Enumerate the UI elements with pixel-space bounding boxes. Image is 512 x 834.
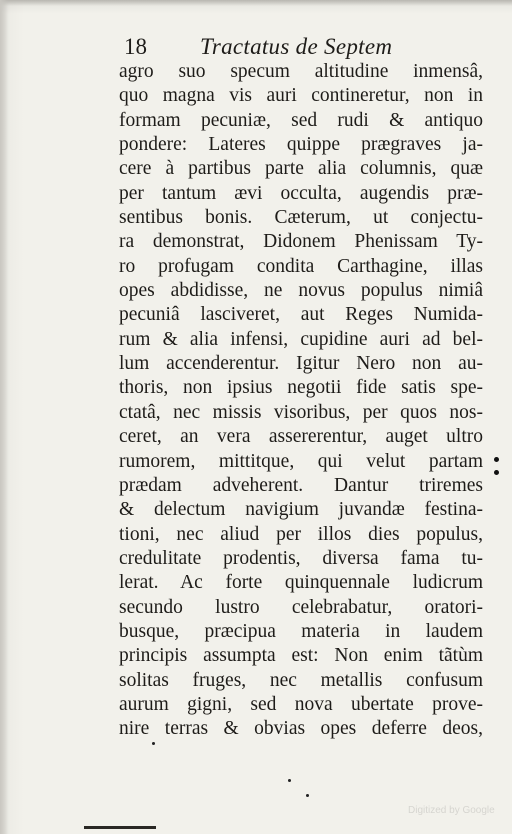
text-line: thoris, non ipsius negotii fide satis spe- (119, 377, 483, 399)
text-line: nire terras & obvias opes deferre deos, (119, 718, 483, 740)
text-line: formam pecuniæ, sed rudi & antiquo (119, 109, 483, 131)
text-line: lum accenderentur. Igitur Nero non au- (119, 353, 483, 375)
running-title: Tractatus de Septem (200, 34, 393, 59)
bottom-rule (84, 826, 156, 829)
text-line: ra demonstrat, Didonem Phenissam Ty- (119, 231, 483, 253)
text-line: & delectum navigium juvandæ festina- (119, 499, 483, 521)
body-text (119, 60, 483, 742)
text-line: aurum gigni, sed nova ubertate prove- (119, 693, 483, 715)
text-line: ro profugam condita Carthagine, illas (119, 255, 483, 277)
page-header (124, 34, 424, 60)
page-gutter-shadow (0, 0, 8, 834)
page-top-shadow (0, 0, 512, 6)
text-line: credulitate prodentis, diversa fama tu- (119, 547, 483, 569)
text-line: sentibus bonis. Cæterum, ut conjectu- (119, 207, 483, 229)
text-line: opes abdidisse, ne novus populus nimiâ (119, 280, 483, 302)
ink-speck (306, 794, 309, 797)
text-line: ceret, an vera assererentur, auget ultro (119, 426, 483, 448)
text-line: prædam adveherent. Dantur triremes (119, 474, 483, 496)
text-line: quo magna vis auri contineretur, non in (119, 85, 483, 107)
text-line: tioni, nec aliud per illos dies populus, (119, 523, 483, 545)
digitization-watermark: Digitized by Google (408, 805, 495, 816)
text-line: ctatâ, nec missis visoribus, per quos nos- (119, 401, 483, 423)
text-line: cere à partibus parte alia columnis, quæ (119, 158, 483, 180)
text-line: secundo lustro celebrabatur, oratori- (119, 596, 483, 618)
text-line: busque, præcipua materia in laudem (119, 620, 483, 642)
ink-speck (288, 779, 291, 782)
text-line: agro suo specum altitudine inmensâ, (119, 61, 483, 82)
text-line: principis assumpta est: Non enim tãtùm (119, 645, 483, 667)
text-line: rum & alia infensi, cupidine auri ad bel- (119, 328, 483, 350)
text-line: pecuniâ lasciveret, aut Reges Numida- (119, 304, 483, 326)
text-line: per tantum ævi occulta, augendis præ- (119, 182, 483, 204)
margin-dot-mark (494, 470, 499, 475)
text-line: pondere: Lateres quippe prægraves ja- (119, 134, 483, 156)
margin-dot-mark (494, 457, 499, 462)
text-line: solitas fruges, nec metallis confusum (119, 669, 483, 691)
ink-speck (152, 742, 155, 745)
page-number: 18 (124, 34, 147, 59)
text-line: rumorem, mittitque, qui velut partam (119, 450, 483, 472)
text-line: lerat. Ac forte quinquennale ludicrum (119, 572, 483, 594)
